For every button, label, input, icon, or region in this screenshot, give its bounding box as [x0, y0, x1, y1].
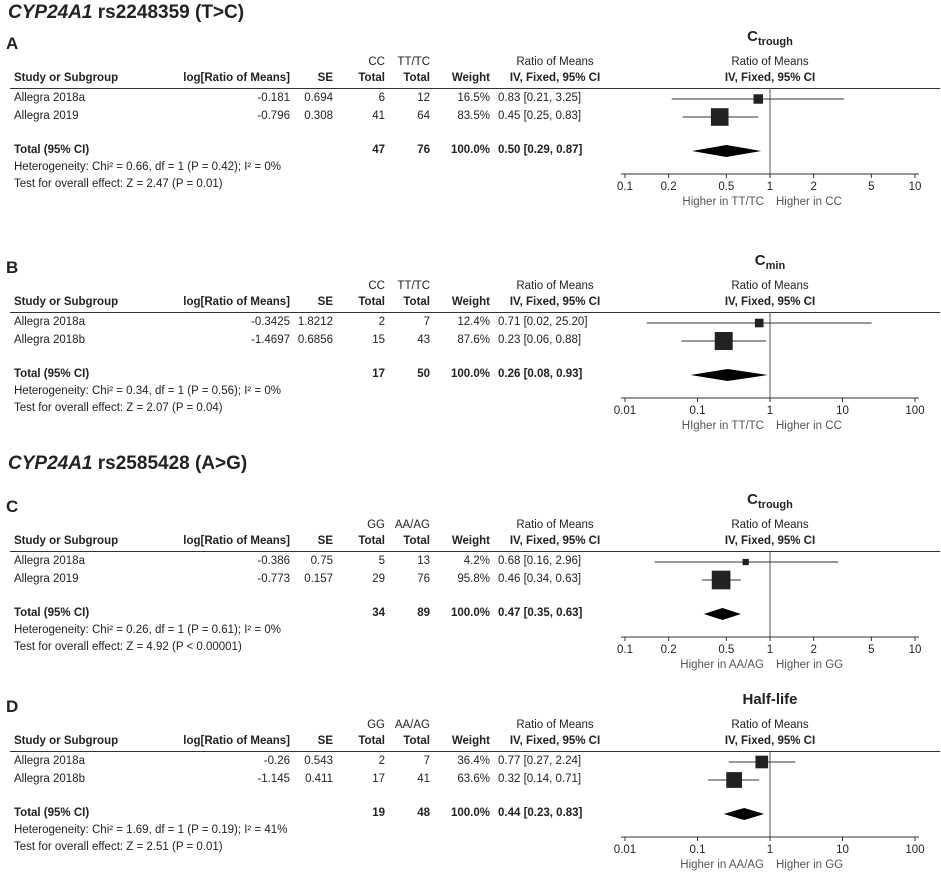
favours-right-label: Higher in GG	[776, 859, 844, 871]
group2-label: TT/TC	[397, 56, 430, 68]
study-n2: 7	[423, 755, 430, 767]
col-log-ratio: log[Ratio of Means]	[183, 296, 290, 308]
tick-label: 1	[766, 844, 774, 856]
study-ci: 0.45 [0.25, 0.83]	[498, 110, 582, 122]
study-weight: 4.2%	[463, 555, 490, 567]
col-se: SE	[317, 735, 333, 747]
total-ci: 0.44 [0.23, 0.83]	[498, 807, 583, 819]
study-n2: 64	[417, 110, 430, 122]
study-log-ratio: -0.181	[257, 92, 290, 104]
forest-plot	[0, 497, 941, 687]
col-weight: Weight	[451, 72, 490, 84]
group1-label: CC	[368, 280, 385, 292]
study-ci: 0.68 [0.16, 2.96]	[498, 555, 582, 567]
study-weight: 95.8%	[457, 573, 490, 585]
forest-panel-c	[0, 491, 941, 687]
col-total-1: Total	[358, 72, 385, 84]
study-log-ratio: -0.3425	[250, 316, 290, 328]
forest-plot	[0, 258, 941, 448]
group1-label: CC	[368, 56, 385, 68]
favours-left-label: HIgher in TT/TC	[681, 420, 764, 432]
col-se: SE	[317, 72, 333, 84]
forest-panel-a	[0, 28, 941, 224]
tick-label: 0.01	[613, 844, 637, 856]
study-point-marker	[743, 559, 749, 565]
forest-plot	[0, 697, 941, 887]
study-weight: 12.4%	[457, 316, 490, 328]
favours-right-label: Higher in CC	[776, 196, 842, 208]
tick-label: 2	[810, 644, 817, 656]
study-n1: 6	[378, 92, 385, 104]
study-se: 0.411	[305, 773, 333, 785]
study-log-ratio: -0.26	[263, 755, 290, 767]
study-n1: 15	[372, 334, 385, 346]
heterogeneity-text: Heterogeneity: Chi² = 0.26, df = 1 (P = 0.61); I² = 0%	[14, 624, 281, 636]
total-weight: 100.0%	[450, 144, 490, 156]
study-se: 0.543	[304, 755, 333, 767]
col-weight: Weight	[451, 535, 490, 547]
study-ci: 0.77 [0.27, 2.24]	[498, 755, 582, 767]
overall-effect-text: Test for overall effect: Z = 2.51 (P = 0.01)	[14, 841, 223, 853]
snp-label: rs2585428 (A>G)	[97, 453, 248, 474]
study-n2: 76	[417, 573, 430, 585]
tick-label: 0.1	[617, 181, 633, 193]
ratio-header: Ratio of Means	[516, 56, 594, 68]
group2-label: AA/AG	[394, 719, 430, 731]
col-weight: Weight	[451, 296, 490, 308]
total-diamond	[690, 369, 767, 381]
plot-method: IV, Fixed, 95% CI	[724, 735, 816, 747]
study-n1: 29	[372, 573, 385, 585]
tick-label: 2	[810, 181, 817, 193]
tick-label: 0.1	[689, 844, 706, 856]
col-total-2: Total	[403, 296, 430, 308]
ratio-header: Ratio of Means	[516, 280, 594, 292]
plot-method: IV, Fixed, 95% CI	[724, 535, 816, 547]
study-point-marker	[712, 571, 731, 590]
tick-label: 1	[766, 181, 774, 193]
study-point-marker	[754, 94, 763, 103]
tick-label: 0.01	[613, 405, 637, 417]
tick-label: 10	[908, 644, 922, 656]
total-diamond	[724, 808, 764, 820]
col-total-1: Total	[358, 296, 385, 308]
total-n1: 34	[372, 607, 385, 619]
study-name: Allegra 2018b	[14, 773, 85, 785]
col-se: SE	[317, 535, 333, 547]
section-title-1	[8, 2, 244, 24]
col-method: IV, Fixed, 95% CI	[509, 72, 601, 84]
tick-label: 0.5	[718, 644, 735, 656]
outcome-sub: trough	[758, 36, 793, 48]
study-n2: 43	[417, 334, 430, 346]
total-n2: 89	[417, 607, 430, 619]
group1-label: GG	[367, 519, 385, 531]
tick-label: 100	[905, 405, 925, 417]
study-n1: 2	[378, 755, 385, 767]
study-name: Allegra 2019	[14, 110, 79, 122]
col-study: Study or Subgroup	[14, 735, 119, 747]
study-log-ratio: -0.773	[257, 573, 290, 585]
study-n2: 12	[417, 92, 430, 104]
tick-label: 5	[868, 181, 875, 193]
col-total-1: Total	[358, 535, 385, 547]
heterogeneity-text: Heterogeneity: Chi² = 1.69, df = 1 (P = 0.19); I² = 41%	[14, 824, 288, 836]
tick-label: 5	[868, 644, 875, 656]
tick-label: 0.2	[660, 181, 677, 193]
total-weight: 100.0%	[450, 368, 490, 380]
tick-label: 10	[836, 405, 849, 417]
study-point-marker	[726, 772, 742, 788]
total-n1: 19	[372, 807, 385, 819]
gene-name: CYP24A1	[8, 453, 93, 474]
total-diamond	[704, 608, 741, 620]
col-log-ratio: log[Ratio of Means]	[183, 72, 290, 84]
total-ci: 0.50 [0.29, 0.87]	[498, 144, 583, 156]
study-log-ratio: -0.796	[257, 110, 290, 122]
forest-panel-d	[0, 691, 941, 887]
outcome-main: C	[747, 491, 758, 508]
plot-method: IV, Fixed, 95% CI	[724, 72, 816, 84]
total-weight: 100.0%	[450, 607, 490, 619]
tick-label: 1	[766, 644, 774, 656]
study-point-marker	[755, 319, 764, 328]
total-weight: 100.0%	[450, 807, 490, 819]
outcome-sub: min	[765, 260, 786, 272]
study-name: Allegra 2018b	[14, 334, 85, 346]
study-name: Allegra 2018a	[14, 755, 85, 767]
tick-label: 1	[766, 405, 774, 417]
col-study: Study or Subgroup	[14, 72, 119, 84]
total-n2: 50	[417, 368, 430, 380]
col-weight: Weight	[451, 735, 490, 747]
total-n2: 76	[417, 144, 430, 156]
plot-ratio-header: Ratio of Means	[731, 280, 809, 292]
outcome-main: Half-life	[742, 691, 798, 708]
study-ci: 0.83 [0.21, 3.25]	[498, 92, 582, 104]
overall-effect-text: Test for overall effect: Z = 4.92 (P < 0.00001)	[14, 641, 242, 653]
study-log-ratio: -0.386	[257, 555, 290, 567]
favours-left-label: Higher in TT/TC	[682, 196, 764, 208]
ratio-header: Ratio of Means	[516, 519, 594, 531]
study-weight: 87.6%	[457, 334, 490, 346]
total-ci: 0.47 [0.35, 0.63]	[498, 607, 583, 619]
study-se: 0.6856	[297, 334, 333, 346]
study-se: 1.8212	[297, 316, 333, 328]
total-diamond	[692, 145, 761, 157]
tick-label: 10	[908, 181, 922, 193]
section-title-2	[8, 453, 247, 475]
panel-letter: D	[6, 697, 19, 716]
study-n1: 17	[372, 773, 385, 785]
total-n2: 48	[417, 807, 430, 819]
study-point-marker	[715, 332, 733, 350]
study-ci: 0.46 [0.34, 0.63]	[498, 573, 582, 585]
col-total-2: Total	[403, 735, 430, 747]
snp-label: rs2248359 (T>C)	[97, 2, 245, 23]
study-point-marker	[755, 756, 768, 769]
forest-plot	[0, 34, 941, 224]
favours-left-label: Higher in AA/AG	[680, 659, 764, 671]
study-n2: 41	[417, 773, 430, 785]
plot-method: IV, Fixed, 95% CI	[724, 296, 816, 308]
tick-label: 0.1	[689, 405, 706, 417]
plot-ratio-header: Ratio of Means	[731, 56, 809, 68]
study-n1: 5	[378, 555, 385, 567]
tick-label: 0.5	[718, 181, 735, 193]
study-name: Allegra 2018a	[14, 316, 85, 328]
study-se: 0.75	[310, 555, 333, 567]
ratio-header: Ratio of Means	[516, 719, 594, 731]
study-name: Allegra 2018a	[14, 92, 85, 104]
study-weight: 16.5%	[457, 92, 490, 104]
panel-letter: B	[6, 258, 19, 277]
col-total-2: Total	[403, 535, 430, 547]
total-ci: 0.26 [0.08, 0.93]	[498, 368, 583, 380]
col-method: IV, Fixed, 95% CI	[509, 535, 601, 547]
study-se: 0.694	[304, 92, 333, 104]
study-name: Allegra 2018a	[14, 555, 85, 567]
col-study: Study or Subgroup	[14, 296, 119, 308]
total-n1: 47	[372, 144, 385, 156]
heterogeneity-text: Heterogeneity: Chi² = 0.34, df = 1 (P = 0.56); I² = 0%	[14, 385, 281, 397]
study-weight: 36.4%	[457, 755, 490, 767]
outcome-sub: trough	[758, 499, 793, 511]
heterogeneity-text: Heterogeneity: Chi² = 0.66, df = 1 (P = 0.42); I² = 0%	[14, 161, 281, 173]
panel-letter: C	[6, 497, 19, 516]
overall-effect-text: Test for overall effect: Z = 2.07 (P = 0.04)	[14, 402, 223, 414]
study-ci: 0.23 [0.06, 0.88]	[498, 334, 582, 346]
study-n1: 2	[378, 316, 385, 328]
group2-label: TT/TC	[397, 280, 430, 292]
study-log-ratio: -1.4697	[250, 334, 290, 346]
overall-effect-text: Test for overall effect: Z = 2.47 (P = 0.01)	[14, 178, 223, 190]
gene-name: CYP24A1	[8, 2, 93, 23]
plot-ratio-header: Ratio of Means	[731, 719, 809, 731]
col-log-ratio: log[Ratio of Means]	[183, 535, 290, 547]
outcome-main: C	[747, 28, 758, 45]
study-weight: 63.6%	[457, 773, 490, 785]
study-n2: 13	[417, 555, 430, 567]
outcome-main: C	[754, 252, 766, 269]
col-study: Study or Subgroup	[14, 535, 119, 547]
panel-letter: A	[6, 34, 19, 53]
total-label: Total (95% CI)	[14, 368, 90, 380]
study-ci: 0.71 [0.02, 25.20]	[498, 316, 588, 328]
study-weight: 83.5%	[457, 110, 490, 122]
total-label: Total (95% CI)	[14, 607, 90, 619]
col-method: IV, Fixed, 95% CI	[509, 735, 601, 747]
favours-left-label: Higher in AA/AG	[680, 859, 764, 871]
study-ci: 0.32 [0.14, 0.71]	[498, 773, 582, 785]
tick-label: 0.2	[660, 644, 677, 656]
total-label: Total (95% CI)	[14, 144, 90, 156]
total-n1: 17	[372, 368, 385, 380]
study-log-ratio: -1.145	[257, 773, 290, 785]
group2-label: AA/AG	[394, 519, 430, 531]
study-n2: 7	[423, 316, 430, 328]
study-se: 0.157	[304, 573, 333, 585]
study-point-marker	[711, 108, 729, 126]
tick-label: 10	[836, 844, 849, 856]
col-se: SE	[317, 296, 333, 308]
favours-right-label: Higher in CC	[776, 420, 842, 432]
col-total-2: Total	[403, 72, 430, 84]
forest-panel-b	[0, 252, 941, 448]
tick-label: 100	[905, 844, 925, 856]
study-se: 0.308	[304, 110, 333, 122]
study-n1: 41	[372, 110, 385, 122]
col-log-ratio: log[Ratio of Means]	[183, 735, 290, 747]
tick-label: 0.1	[617, 644, 633, 656]
plot-ratio-header: Ratio of Means	[731, 519, 809, 531]
total-label: Total (95% CI)	[14, 807, 90, 819]
favours-right-label: Higher in GG	[776, 659, 844, 671]
group1-label: GG	[367, 719, 385, 731]
study-name: Allegra 2019	[14, 573, 79, 585]
col-method: IV, Fixed, 95% CI	[509, 296, 601, 308]
col-total-1: Total	[358, 735, 385, 747]
